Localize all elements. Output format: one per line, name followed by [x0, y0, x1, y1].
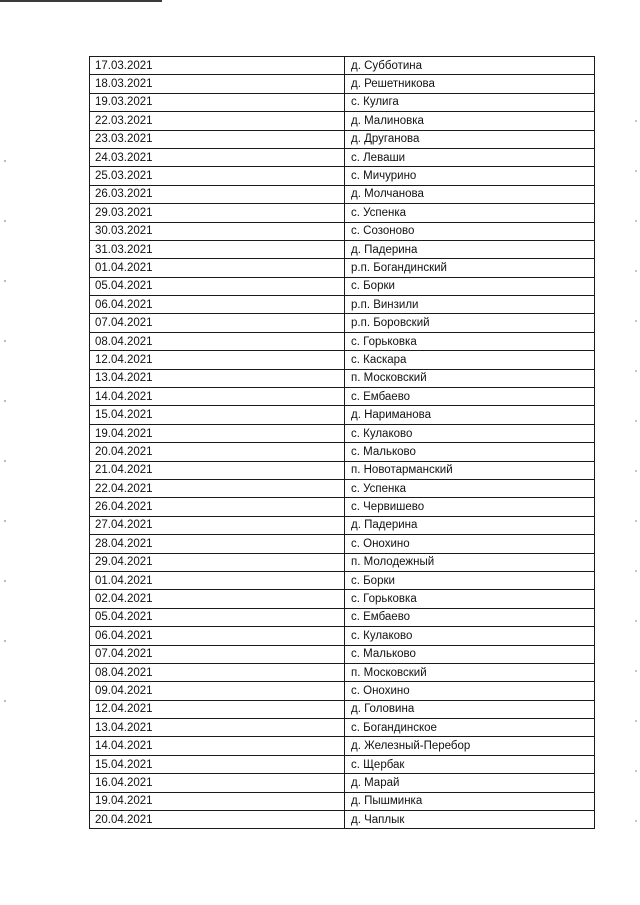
- table-row: [90, 351, 595, 369]
- locality-cell: с. Каскара: [345, 351, 595, 369]
- table-row: [90, 553, 595, 571]
- date-cell: 12.04.2021: [90, 700, 345, 718]
- table-row: [90, 737, 595, 755]
- table-row: [90, 535, 595, 553]
- locality-cell: д. Молчанова: [345, 185, 595, 203]
- table-row: [90, 148, 595, 166]
- locality-cell: п. Молодежный: [345, 553, 595, 571]
- scan-edge-mark: [0, 0, 162, 2]
- table-row: [90, 130, 595, 148]
- schedule-table-body: [90, 57, 595, 829]
- locality-cell: с. Успенка: [345, 204, 595, 222]
- locality-cell: п. Новотарманский: [345, 461, 595, 479]
- table-row: [90, 479, 595, 497]
- date-cell: 19.04.2021: [90, 792, 345, 810]
- locality-cell: д. Нариманова: [345, 406, 595, 424]
- locality-cell: с. Мальково: [345, 443, 595, 461]
- date-cell: 22.03.2021: [90, 112, 345, 130]
- date-cell: 29.03.2021: [90, 204, 345, 222]
- table-row: [90, 369, 595, 387]
- table-row: [90, 112, 595, 130]
- table-row: [90, 608, 595, 626]
- locality-cell: д. Субботина: [345, 57, 595, 75]
- locality-cell: с. Борки: [345, 277, 595, 295]
- locality-cell: д. Падерина: [345, 516, 595, 534]
- locality-cell: с. Созоново: [345, 222, 595, 240]
- table-row: [90, 277, 595, 295]
- scan-margin-dots-left: [4, 160, 6, 760]
- date-cell: 28.04.2021: [90, 535, 345, 553]
- date-cell: 14.04.2021: [90, 388, 345, 406]
- date-cell: 26.04.2021: [90, 498, 345, 516]
- date-cell: 27.04.2021: [90, 516, 345, 534]
- table-row: [90, 57, 595, 75]
- locality-cell: с. Горьковка: [345, 590, 595, 608]
- locality-cell: р.п. Винзили: [345, 296, 595, 314]
- locality-cell: с. Кулаково: [345, 627, 595, 645]
- table-row: [90, 461, 595, 479]
- date-cell: 09.04.2021: [90, 682, 345, 700]
- locality-cell: д. Чаплык: [345, 811, 595, 829]
- locality-cell: с. Ембаево: [345, 608, 595, 626]
- table-row: [90, 663, 595, 681]
- table-row: [90, 222, 595, 240]
- date-cell: 16.04.2021: [90, 774, 345, 792]
- date-cell: 25.03.2021: [90, 167, 345, 185]
- date-cell: 20.04.2021: [90, 443, 345, 461]
- date-cell: 06.04.2021: [90, 296, 345, 314]
- table-row: [90, 93, 595, 111]
- date-cell: 31.03.2021: [90, 240, 345, 258]
- table-row: [90, 443, 595, 461]
- date-cell: 29.04.2021: [90, 553, 345, 571]
- schedule-table: [89, 56, 595, 829]
- locality-cell: с. Щербак: [345, 755, 595, 773]
- date-cell: 13.04.2021: [90, 719, 345, 737]
- table-row: [90, 700, 595, 718]
- locality-cell: с. Богандинское: [345, 719, 595, 737]
- table-row: [90, 590, 595, 608]
- table-row: [90, 167, 595, 185]
- date-cell: 05.04.2021: [90, 608, 345, 626]
- date-cell: 22.04.2021: [90, 479, 345, 497]
- date-cell: 01.04.2021: [90, 571, 345, 589]
- table-row: [90, 204, 595, 222]
- table-row: [90, 406, 595, 424]
- table-row: [90, 645, 595, 663]
- date-cell: 01.04.2021: [90, 259, 345, 277]
- date-cell: 14.04.2021: [90, 737, 345, 755]
- scan-margin-dots-right: [635, 120, 637, 840]
- date-cell: 07.04.2021: [90, 645, 345, 663]
- locality-cell: д. Падерина: [345, 240, 595, 258]
- date-cell: 12.04.2021: [90, 351, 345, 369]
- date-cell: 26.03.2021: [90, 185, 345, 203]
- table-row: [90, 627, 595, 645]
- table-row: [90, 792, 595, 810]
- table-row: [90, 516, 595, 534]
- locality-cell: с. Онохино: [345, 682, 595, 700]
- locality-cell: с. Успенка: [345, 479, 595, 497]
- locality-cell: д. Друганова: [345, 130, 595, 148]
- locality-cell: д. Пышминка: [345, 792, 595, 810]
- date-cell: 08.04.2021: [90, 663, 345, 681]
- locality-cell: р.п. Богандинский: [345, 259, 595, 277]
- locality-cell: д. Марай: [345, 774, 595, 792]
- date-cell: 19.04.2021: [90, 424, 345, 442]
- table-row: [90, 424, 595, 442]
- date-cell: 05.04.2021: [90, 277, 345, 295]
- table-row: [90, 571, 595, 589]
- date-cell: 20.04.2021: [90, 811, 345, 829]
- locality-cell: с. Горьковка: [345, 332, 595, 350]
- date-cell: 13.04.2021: [90, 369, 345, 387]
- table-row: [90, 811, 595, 829]
- locality-cell: д. Решетникова: [345, 75, 595, 93]
- date-cell: 15.04.2021: [90, 406, 345, 424]
- date-cell: 18.03.2021: [90, 75, 345, 93]
- locality-cell: д. Головина: [345, 700, 595, 718]
- date-cell: 07.04.2021: [90, 314, 345, 332]
- locality-cell: с. Кулига: [345, 93, 595, 111]
- date-cell: 21.04.2021: [90, 461, 345, 479]
- table-row: [90, 185, 595, 203]
- locality-cell: с. Мальково: [345, 645, 595, 663]
- date-cell: 24.03.2021: [90, 148, 345, 166]
- table-row: [90, 498, 595, 516]
- locality-cell: д. Малиновка: [345, 112, 595, 130]
- table-row: [90, 774, 595, 792]
- date-cell: 06.04.2021: [90, 627, 345, 645]
- locality-cell: с. Борки: [345, 571, 595, 589]
- locality-cell: с. Леваши: [345, 148, 595, 166]
- date-cell: 30.03.2021: [90, 222, 345, 240]
- table-row: [90, 682, 595, 700]
- locality-cell: р.п. Боровский: [345, 314, 595, 332]
- date-cell: 23.03.2021: [90, 130, 345, 148]
- date-cell: 08.04.2021: [90, 332, 345, 350]
- locality-cell: п. Московский: [345, 369, 595, 387]
- table-row: [90, 332, 595, 350]
- date-cell: 15.04.2021: [90, 755, 345, 773]
- date-cell: 19.03.2021: [90, 93, 345, 111]
- table-row: [90, 388, 595, 406]
- locality-cell: д. Железный-Перебор: [345, 737, 595, 755]
- table-row: [90, 755, 595, 773]
- locality-cell: с. Онохино: [345, 535, 595, 553]
- table-row: [90, 75, 595, 93]
- locality-cell: с. Червишево: [345, 498, 595, 516]
- locality-cell: с. Кулаково: [345, 424, 595, 442]
- table-row: [90, 314, 595, 332]
- locality-cell: п. Московский: [345, 663, 595, 681]
- locality-cell: с. Ембаево: [345, 388, 595, 406]
- table-row: [90, 240, 595, 258]
- date-cell: 02.04.2021: [90, 590, 345, 608]
- locality-cell: с. Мичурино: [345, 167, 595, 185]
- table-row: [90, 719, 595, 737]
- table-row: [90, 296, 595, 314]
- date-cell: 17.03.2021: [90, 57, 345, 75]
- table-row: [90, 259, 595, 277]
